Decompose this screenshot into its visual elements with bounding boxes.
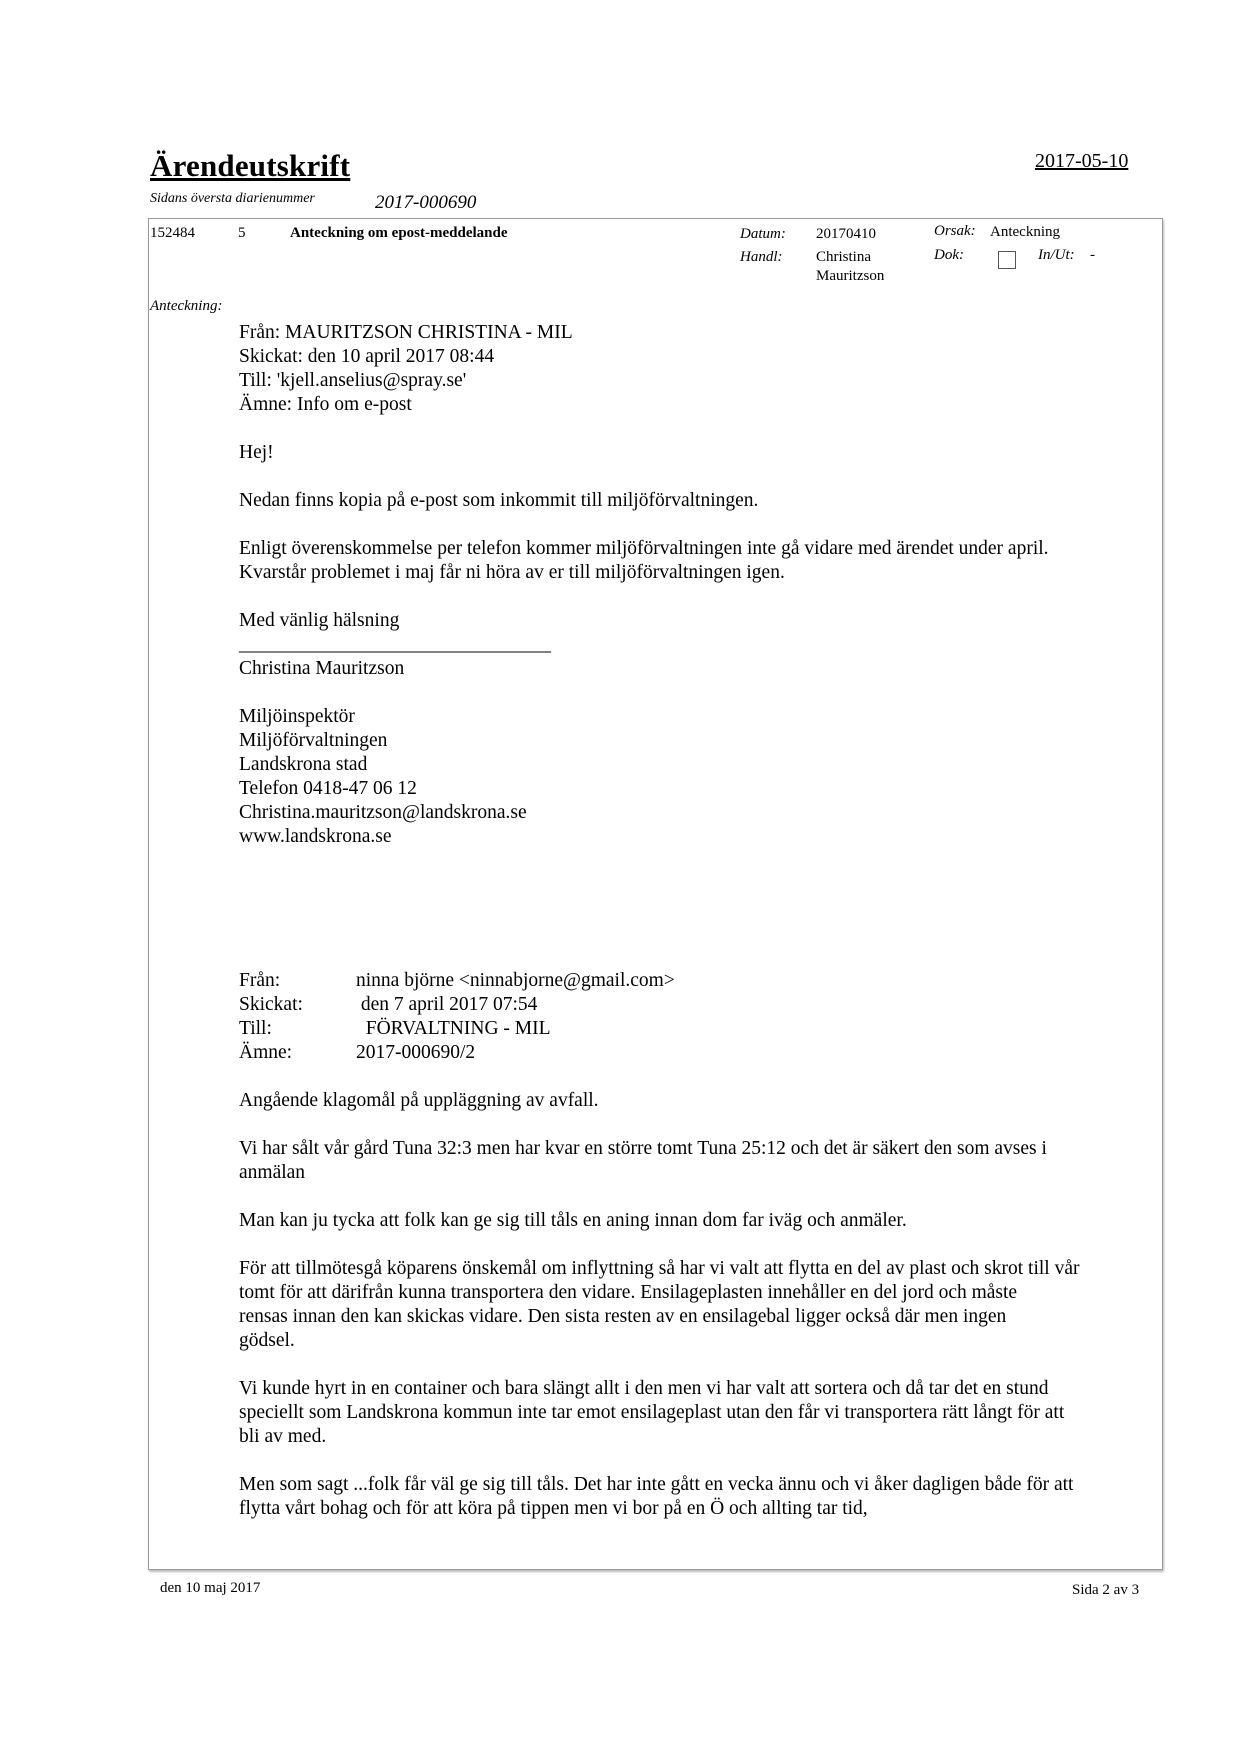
top-diary-number: 2017-000690	[375, 192, 477, 213]
blank-line	[239, 921, 1139, 945]
blank-line	[239, 1449, 1139, 1473]
record-heading: Anteckning om epost-meddelande	[290, 225, 508, 241]
blank-line	[239, 1185, 1139, 1209]
blank-line	[239, 945, 1139, 969]
blank-line	[239, 585, 1139, 609]
dok-label: Dok:	[934, 247, 964, 263]
orsak-label: Orsak:	[934, 223, 976, 239]
email2-paragraph-2-line-1: Vi har sålt vår gård Tuna 32:3 men har kvar en större tomt Tuna 25:12 och det är säkert den som avses i	[239, 1138, 1047, 1159]
signature-name: Christina Mauritzson	[239, 658, 405, 679]
handl-label: Handl:	[740, 249, 783, 265]
email2-paragraph-3: Man kan ju tycka att folk kan ge sig till tåls en aning innan dom far iväg och anmäler.	[239, 1210, 907, 1231]
email1-greeting: Hej!	[239, 442, 274, 463]
email2-paragraph-4-line-4: gödsel.	[239, 1330, 295, 1351]
dok-checkbox[interactable]	[998, 251, 1016, 269]
email2-to-value: FÖRVALTNING - MIL	[356, 1018, 551, 1039]
signature-organization: Landskrona stad	[239, 754, 368, 775]
email2-to-label: Till:	[239, 1018, 272, 1039]
email1-closing: Med vänlig hälsning	[239, 610, 400, 631]
signature-department: Miljöförvaltningen	[239, 730, 388, 751]
inut-label: In/Ut:	[1038, 247, 1075, 263]
signature-website: www.landskrona.se	[239, 826, 392, 847]
signature-phone: Telefon 0418-47 06 12	[239, 778, 417, 799]
email1-subject: Ämne: Info om e-post	[239, 394, 412, 415]
signature-email: Christina.mauritzson@landskrona.se	[239, 802, 527, 823]
document-title: Ärendeutskrift	[150, 148, 351, 183]
datum-value: 20170410	[816, 226, 876, 242]
signature-separator: ________________________________	[239, 634, 551, 655]
handl-value-line1: Christina	[816, 249, 871, 265]
inut-value: -	[1090, 247, 1095, 263]
email2-subject-value: 2017-000690/2	[356, 1042, 476, 1063]
orsak-value: Anteckning	[990, 224, 1060, 240]
email2-paragraph-1: Angående klagomål på uppläggning av avfall.	[239, 1090, 599, 1111]
blank-line	[239, 1233, 1139, 1257]
email1-sent: Skickat: den 10 april 2017 08:44	[239, 346, 495, 367]
email2-sent-value: den 7 april 2017 07:54	[356, 994, 538, 1015]
email2-paragraph-4-line-3: rensas innan den kan skickas vidare. Den sista resten av en ensilagebal ligger också där men ingen	[239, 1306, 1007, 1327]
email2-paragraph-5-line-3: bli av med.	[239, 1426, 327, 1447]
blank-line	[239, 1065, 1139, 1089]
blank-line	[239, 681, 1139, 705]
top-diary-label: Sidans översta diarienummer	[150, 191, 315, 206]
footer-date: den 10 maj 2017	[160, 1580, 261, 1596]
email2-from-label: Från:	[239, 970, 281, 991]
email2-paragraph-6-line-1: Men som sagt ...folk får väl ge sig till tåls. Det har inte gått en vecka ännu och vi åker dagligen både för att	[239, 1474, 1074, 1495]
note-body	[239, 321, 1139, 1521]
email2-from-row	[239, 969, 1139, 993]
blank-line	[239, 873, 1139, 897]
email2-paragraph-6-line-2: flytta vårt bohag och för att köra på tippen men vi bor på en Ö och allting tar tid,	[239, 1498, 868, 1519]
email2-paragraph-4-line-2: tomt för att därifrån kunna transportera den vidare. Ensilageplasten innehåller en del jord och måste	[239, 1282, 1018, 1303]
email2-paragraph-5-line-2: speciellt som Landskrona kommun inte tar emot ensilageplast utan den får vi transportera rätt långt för att	[239, 1402, 1065, 1423]
record-id: 152484	[150, 225, 195, 241]
blank-line	[239, 417, 1139, 441]
email2-paragraph-2-line-2: anmälan	[239, 1162, 306, 1183]
blank-line	[239, 849, 1139, 873]
email1-paragraph-1: Nedan finns kopia på e-post som inkommit till miljöförvaltningen.	[239, 490, 759, 511]
record-seq: 5	[238, 225, 246, 241]
handl-value-line2: Mauritzson	[816, 268, 885, 284]
datum-label: Datum:	[740, 226, 786, 242]
email2-paragraph-5-line-1: Vi kunde hyrt in en container och bara slängt allt i den men vi har valt att sortera och då tar det en stund	[239, 1378, 1049, 1399]
email2-subject-label: Ämne:	[239, 1042, 293, 1063]
email2-sent-label: Skickat:	[239, 994, 303, 1015]
email2-from-value: ninna björne <ninnabjorne@gmail.com>	[356, 970, 675, 991]
email2-paragraph-4-line-1: För att tillmötesgå köparens önskemål om inflyttning så har vi valt att flytta en del av plast och skrot till vår	[239, 1258, 1080, 1279]
email1-paragraph-2-line-2: Kvarstår problemet i maj får ni höra av er till miljöförvaltningen igen.	[239, 562, 785, 583]
email1-from: Från: MAURITZSON CHRISTINA - MIL	[239, 322, 573, 343]
footer-page-number: Sida 2 av 3	[1072, 1582, 1140, 1598]
email2-subject-row	[239, 1041, 1139, 1065]
blank-line	[239, 1113, 1139, 1137]
blank-line	[239, 1353, 1139, 1377]
email1-to: Till: 'kjell.anselius@spray.se'	[239, 370, 467, 391]
signature-title: Miljöinspektör	[239, 706, 355, 727]
blank-line	[239, 465, 1139, 489]
email1-paragraph-2-line-1: Enligt överenskommelse per telefon kommer miljöförvaltningen inte gå vidare med ärendet under april.	[239, 538, 1049, 559]
email2-to-row	[239, 1017, 1139, 1041]
blank-line	[239, 897, 1139, 921]
note-label: Anteckning:	[150, 298, 223, 314]
print-date: 2017-05-10	[1035, 150, 1129, 172]
blank-line	[239, 513, 1139, 537]
email2-sent-row	[239, 993, 1139, 1017]
